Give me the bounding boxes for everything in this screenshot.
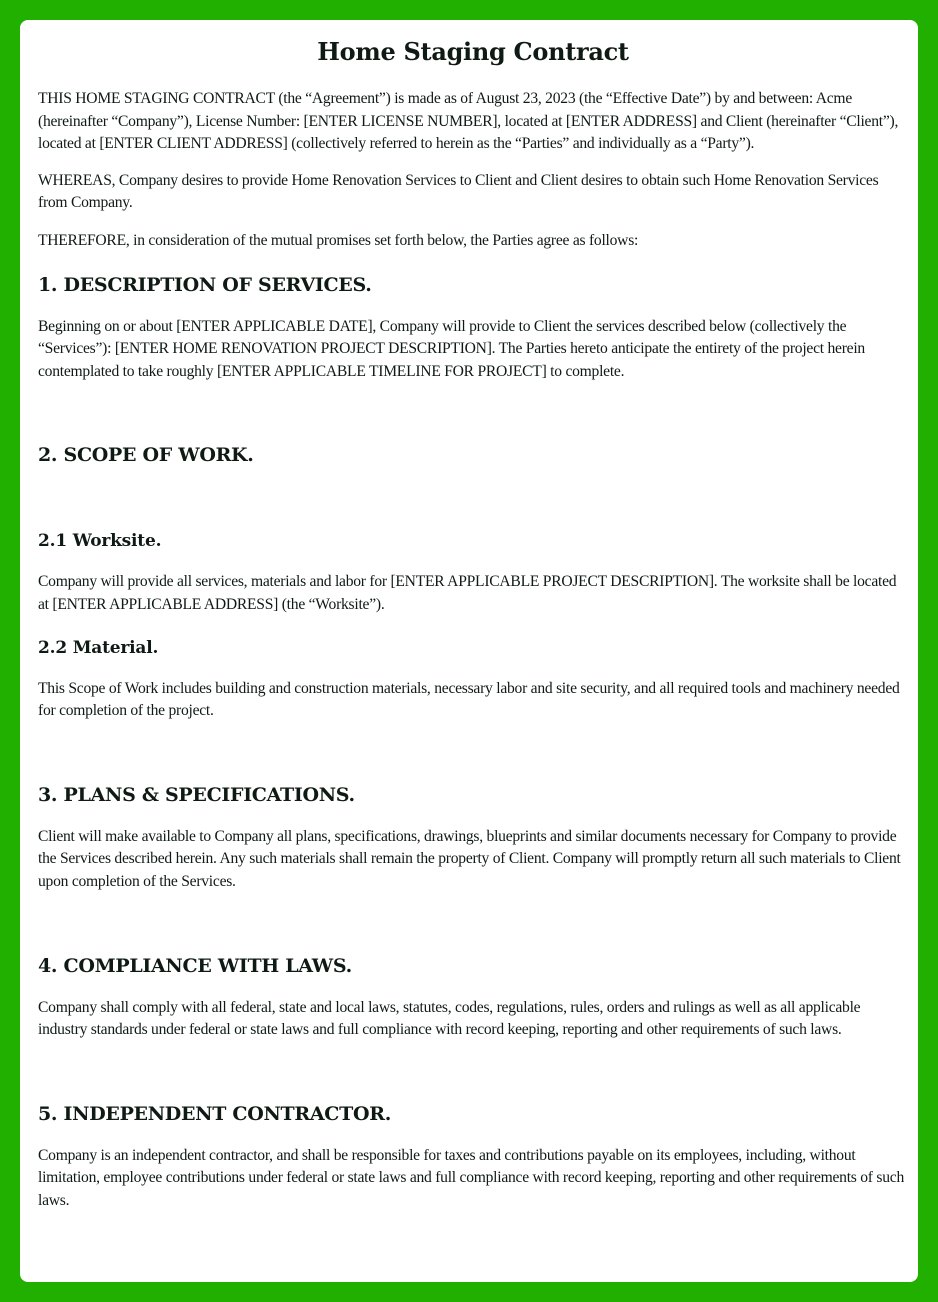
section-1-heading: 1. DESCRIPTION OF SERVICES. xyxy=(38,273,372,296)
section-2-2-heading: 2.2 Material. xyxy=(38,637,159,658)
section-5-body: Company is an independent contractor, and shall be responsible for taxes and contributions payable on its employees, including, without limitation, employee contributions under federal or state laws and full compliance with record keeping, reporting and other requirements of such laws. xyxy=(38,1146,904,1209)
intro-paragraph: THIS HOME STAGING CONTRACT (the “Agreement”) is made as of August 23, 2023 (the “Effective Date”) by and between: Acme (hereinafter “Company”), License Number: [ENTER LICENSE NUMBER], located at [ENTER ADDRESS] and Client (hereinafter “Client”), located at [ENTER CLIENT ADDRESS] (collectively referred to herein as the “Parties” and individually as a “Party”). xyxy=(38,90,899,153)
section-4-heading: 4. COMPLIANCE WITH LAWS. xyxy=(38,954,352,977)
section-1-body: Beginning on or about [ENTER APPLICABLE DATE], Company will provide to Client the services described below (collectively the “Services”): [ENTER HOME RENOVATION PROJECT DESCRIPTION]. The Parties hereto anticipate the entirety of the project herein contemplated to take roughly [ENTER APPLICABLE TIMELINE FOR PROJECT] to complete. xyxy=(38,317,865,380)
contract-document xyxy=(20,20,918,1282)
section-3-heading: 3. PLANS & SPECIFICATIONS. xyxy=(38,783,355,806)
therefore-paragraph: THEREFORE, in consideration of the mutual promises set forth below, the Parties agree as follows: xyxy=(38,231,639,249)
section-5-heading: 5. INDEPENDENT CONTRACTOR. xyxy=(38,1102,392,1125)
section-2-1-body: Company will provide all services, materials and labor for [ENTER APPLICABLE PROJECT DESCRIPTION]. The worksite shall be located at [ENTER APPLICABLE ADDRESS] (the “Worksite”). xyxy=(38,573,897,613)
section-2-2-body: This Scope of Work includes building and construction materials, necessary labor and site security, and all required tools and machinery needed for completion of the project. xyxy=(38,679,900,720)
section-2-heading: 2. SCOPE OF WORK. xyxy=(38,444,254,467)
section-3-body: Client will make available to Company all plans, specifications, drawings, blueprints and similar documents necessary for Company to provide the Services described herein. Any such materials shall remain the property of Client. Company will promptly return all such materials to Client upon completion of the Services. xyxy=(38,827,901,890)
section-2-1-heading: 2.1 Worksite. xyxy=(38,531,162,552)
whereas-paragraph: WHEREAS, Company desires to provide Home Renovation Services to Client and Client desires to obtain such Home Renovation Services from Company. xyxy=(38,171,879,212)
document-title: Home Staging Contract xyxy=(317,37,629,66)
section-4-body: Company shall comply with all federal, state and local laws, statutes, codes, regulations, rules, orders and rulings as well as all applicable industry standards under federal or state laws and full compliance with record keeping, reporting and other requirements of such laws. xyxy=(38,998,861,1039)
